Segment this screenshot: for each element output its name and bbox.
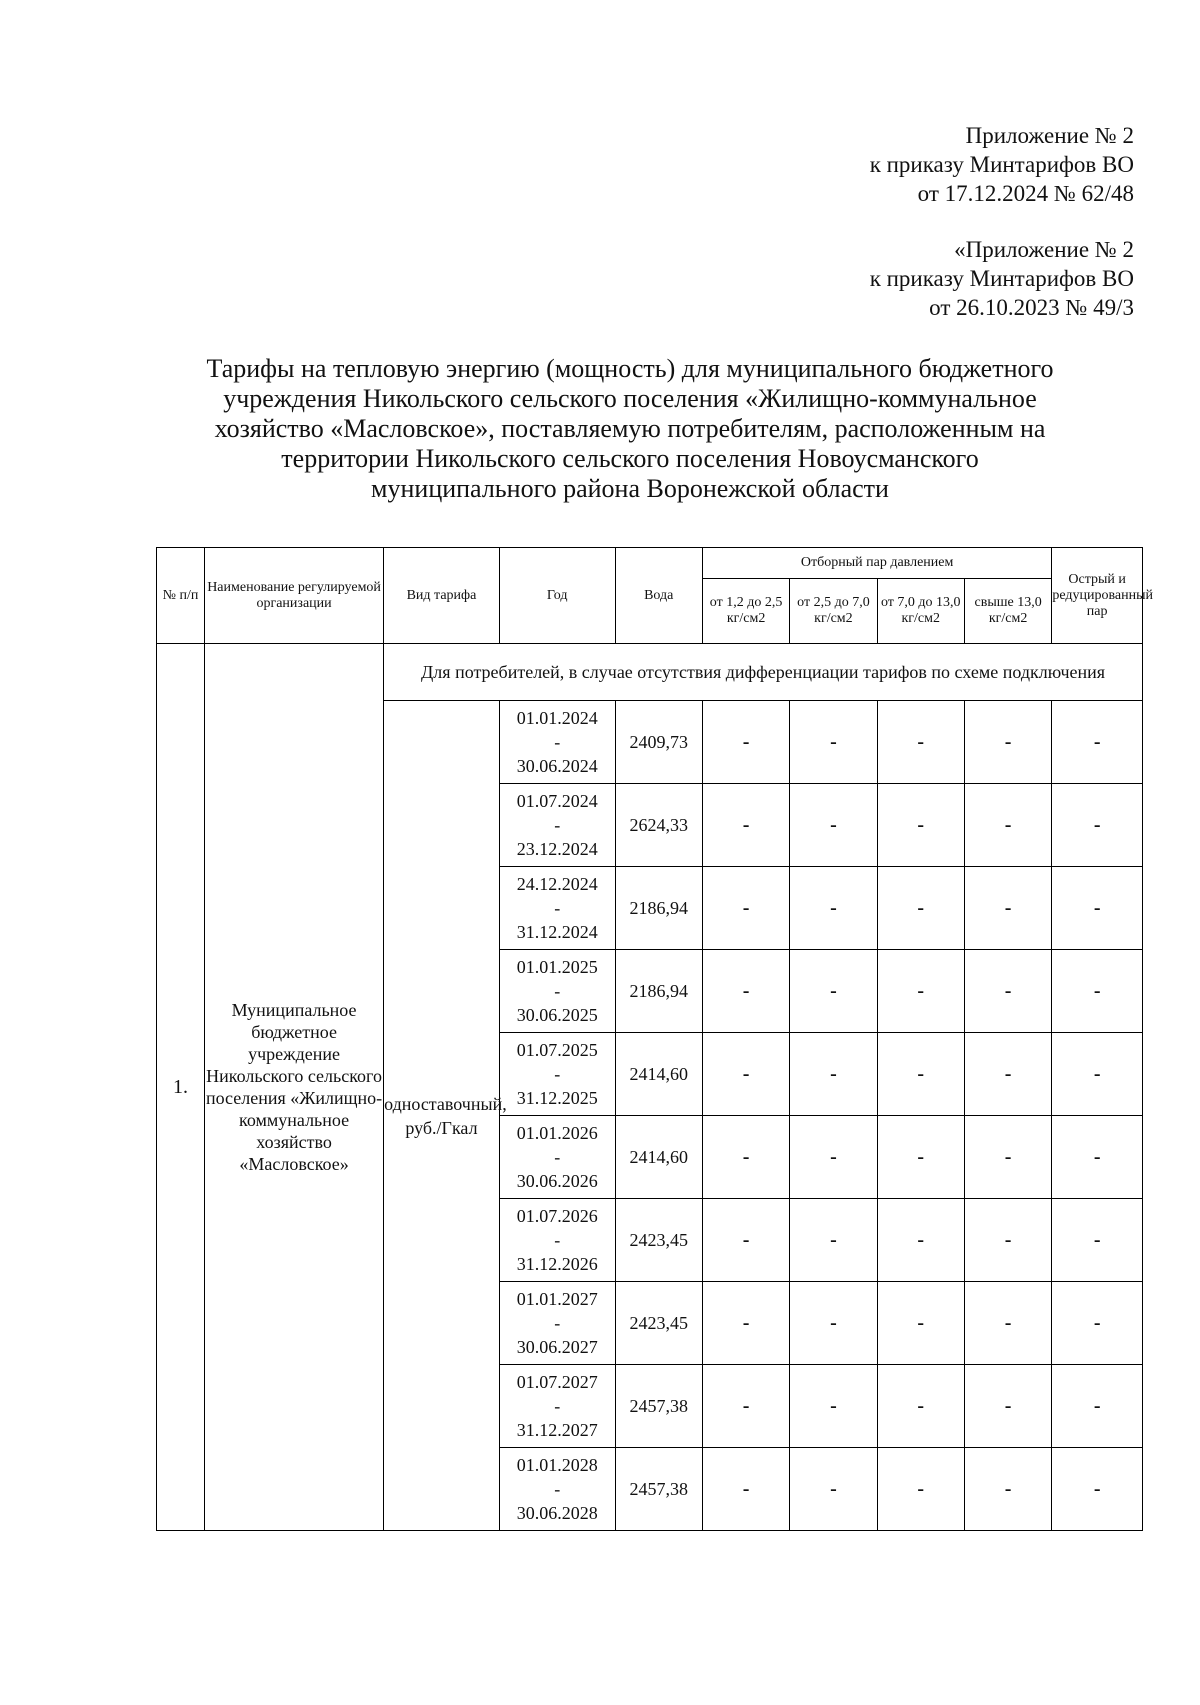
period-to: 23.12.2024 (516, 839, 598, 859)
period-from: 01.01.2025 (516, 957, 598, 977)
tariff-sharp-value: - (1052, 1199, 1143, 1282)
period-cell (499, 1365, 615, 1448)
tariff-s1-value: - (702, 784, 789, 867)
row-number: 1. (157, 644, 205, 1531)
water-tariff-value: 2423,45 (615, 1199, 702, 1282)
period-sep: - (554, 815, 561, 835)
period-sep: - (554, 898, 561, 918)
water-tariff-value: 2457,38 (615, 1365, 702, 1448)
document-title (150, 354, 1110, 504)
period-sep: - (554, 1479, 561, 1499)
water-tariff-value: 2624,33 (615, 784, 702, 867)
tariff-s4-value: - (964, 1199, 1051, 1282)
tariff-table (156, 547, 1153, 1531)
tariff-s2-value: - (790, 701, 877, 784)
tariff-s2-value: - (790, 1116, 877, 1199)
header-tariff-type: Вид тарифа (384, 548, 500, 644)
period-cell (499, 1116, 615, 1199)
header-steam-1: от 1,2 до 2,5 кг/см2 (702, 579, 789, 644)
period-sep: - (554, 1147, 561, 1167)
tariff-s2-value: - (790, 784, 877, 867)
tariff-s3-value: - (877, 1365, 964, 1448)
water-tariff-value: 2186,94 (615, 867, 702, 950)
period-from: 01.07.2026 (516, 1206, 598, 1226)
tariff-s1-value: - (702, 1033, 789, 1116)
tariff-s4-value: - (964, 1033, 1051, 1116)
period-from: 01.07.2027 (516, 1372, 598, 1392)
tariff-s1-value: - (702, 1365, 789, 1448)
tariff-s3-value: - (877, 950, 964, 1033)
tariff-sharp-value: - (1052, 1116, 1143, 1199)
title-line: муниципального района Воронежской области (371, 474, 889, 503)
tariff-s2-value: - (790, 1282, 877, 1365)
appendix-header-line: Приложение № 2 (965, 123, 1134, 148)
tariff-s2-value: - (790, 1365, 877, 1448)
appendix-header-current (870, 121, 1134, 208)
period-cell (499, 1033, 615, 1116)
tariff-s1-value: - (702, 1116, 789, 1199)
period-cell (499, 1448, 615, 1531)
period-from: 01.01.2024 (516, 708, 598, 728)
period-cell (499, 867, 615, 950)
tariff-s2-value: - (790, 1199, 877, 1282)
period-sep: - (554, 981, 561, 1001)
water-tariff-value: 2409,73 (615, 701, 702, 784)
tariff-s2-value: - (790, 867, 877, 950)
period-sep: - (554, 1396, 561, 1416)
tariff-s4-value: - (964, 784, 1051, 867)
tariff-sharp-value: - (1052, 1365, 1143, 1448)
tariff-s3-value: - (877, 1199, 964, 1282)
tariff-s4-value: - (964, 701, 1051, 784)
water-tariff-value: 2186,94 (615, 950, 702, 1033)
water-tariff-value: 2414,60 (615, 1116, 702, 1199)
period-to: 30.06.2027 (516, 1337, 598, 1357)
water-tariff-value: 2457,38 (615, 1448, 702, 1531)
header-steam-group: Отборный пар давлением (702, 548, 1051, 579)
title-line: учреждения Никольского сельского поселения «Жилищно-коммунальное (223, 384, 1037, 413)
appendix-header-line: к приказу Минтарифов ВО (869, 266, 1134, 291)
period-cell (499, 950, 615, 1033)
period-to: 31.12.2026 (516, 1254, 598, 1274)
appendix-header-previous (870, 235, 1134, 322)
header-org: Наименование регулируемой организации (205, 548, 384, 644)
tariff-s3-value: - (877, 701, 964, 784)
title-line: Тарифы на тепловую энергию (мощность) для муниципального бюджетного (206, 354, 1054, 383)
period-to: 31.12.2025 (516, 1088, 598, 1108)
water-tariff-value: 2414,60 (615, 1033, 702, 1116)
period-from: 01.01.2027 (516, 1289, 598, 1309)
tariff-s1-value: - (702, 1448, 789, 1531)
tariff-s1-value: - (702, 950, 789, 1033)
tariff-s3-value: - (877, 867, 964, 950)
tariff-table-body (157, 644, 1143, 1531)
header-steam-3: от 7,0 до 13,0 кг/см2 (877, 579, 964, 644)
title-line: территории Никольского сельского поселения Новоусманского (281, 444, 979, 473)
header-sharp-steam: Острый и редуцированный пар (1052, 548, 1143, 644)
period-to: 31.12.2027 (516, 1420, 598, 1440)
tariff-s4-value: - (964, 1282, 1051, 1365)
organization-name: Муниципальное бюджетное учреждение Никольского сельского поселения «Жилищно-коммунальное хозяйство «Масловское» (205, 644, 384, 1531)
tariff-sharp-value: - (1052, 867, 1143, 950)
tariff-s3-value: - (877, 1116, 964, 1199)
period-from: 24.12.2024 (516, 874, 598, 894)
appendix-header-line: от 17.12.2024 № 62/48 (917, 181, 1134, 206)
period-from: 01.07.2025 (516, 1040, 598, 1060)
period-to: 31.12.2024 (516, 922, 598, 942)
tariff-s3-value: - (877, 1033, 964, 1116)
tariff-s3-value: - (877, 1448, 964, 1531)
period-sep: - (554, 1064, 561, 1084)
tariff-s4-value: - (964, 1365, 1051, 1448)
tariff-sharp-value: - (1052, 701, 1143, 784)
period-sep: - (554, 1313, 561, 1333)
tariff-s4-value: - (964, 1448, 1051, 1531)
tariff-type-cell: одноставочный, руб./Гкал (384, 701, 500, 1531)
tariff-s2-value: - (790, 1448, 877, 1531)
header-water: Вода (615, 548, 702, 644)
tariff-s1-value: - (702, 1199, 789, 1282)
period-cell (499, 1282, 615, 1365)
tariff-s1-value: - (702, 1282, 789, 1365)
consumer-band: Для потребителей, в случае отсутствия дифференциации тарифов по схеме подключения (384, 644, 1143, 701)
period-sep: - (554, 1230, 561, 1250)
tariff-s4-value: - (964, 950, 1051, 1033)
header-num: № п/п (157, 548, 205, 644)
appendix-header-line: «Приложение № 2 (954, 237, 1134, 262)
water-tariff-value: 2423,45 (615, 1282, 702, 1365)
tariff-sharp-value: - (1052, 1282, 1143, 1365)
period-from: 01.01.2028 (516, 1455, 598, 1475)
tariff-s1-value: - (702, 701, 789, 784)
period-sep: - (554, 732, 561, 752)
tariff-sharp-value: - (1052, 784, 1143, 867)
period-from: 01.01.2026 (516, 1123, 598, 1143)
tariff-sharp-value: - (1052, 950, 1143, 1033)
appendix-header-line: от 26.10.2023 № 49/3 (929, 295, 1134, 320)
header-steam-2: от 2,5 до 7,0 кг/см2 (790, 579, 877, 644)
tariff-sharp-value: - (1052, 1448, 1143, 1531)
tariff-s3-value: - (877, 784, 964, 867)
period-from: 01.07.2024 (516, 791, 598, 811)
period-to: 30.06.2028 (516, 1503, 598, 1523)
header-year: Год (499, 548, 615, 644)
period-cell (499, 701, 615, 784)
tariff-sharp-value: - (1052, 1033, 1143, 1116)
period-to: 30.06.2025 (516, 1005, 598, 1025)
period-cell (499, 784, 615, 867)
tariff-s3-value: - (877, 1282, 964, 1365)
tariff-s4-value: - (964, 1116, 1051, 1199)
header-steam-4: свыше 13,0 кг/см2 (964, 579, 1051, 644)
tariff-s2-value: - (790, 1033, 877, 1116)
period-to: 30.06.2026 (516, 1171, 598, 1191)
title-line: хозяйство «Масловское», поставляемую потребителям, расположенным на (214, 414, 1046, 443)
tariff-s4-value: - (964, 867, 1051, 950)
appendix-header-line: к приказу Минтарифов ВО (869, 152, 1134, 177)
period-to: 30.06.2024 (516, 756, 598, 776)
period-cell (499, 1199, 615, 1282)
tariff-s2-value: - (790, 950, 877, 1033)
tariff-s1-value: - (702, 867, 789, 950)
